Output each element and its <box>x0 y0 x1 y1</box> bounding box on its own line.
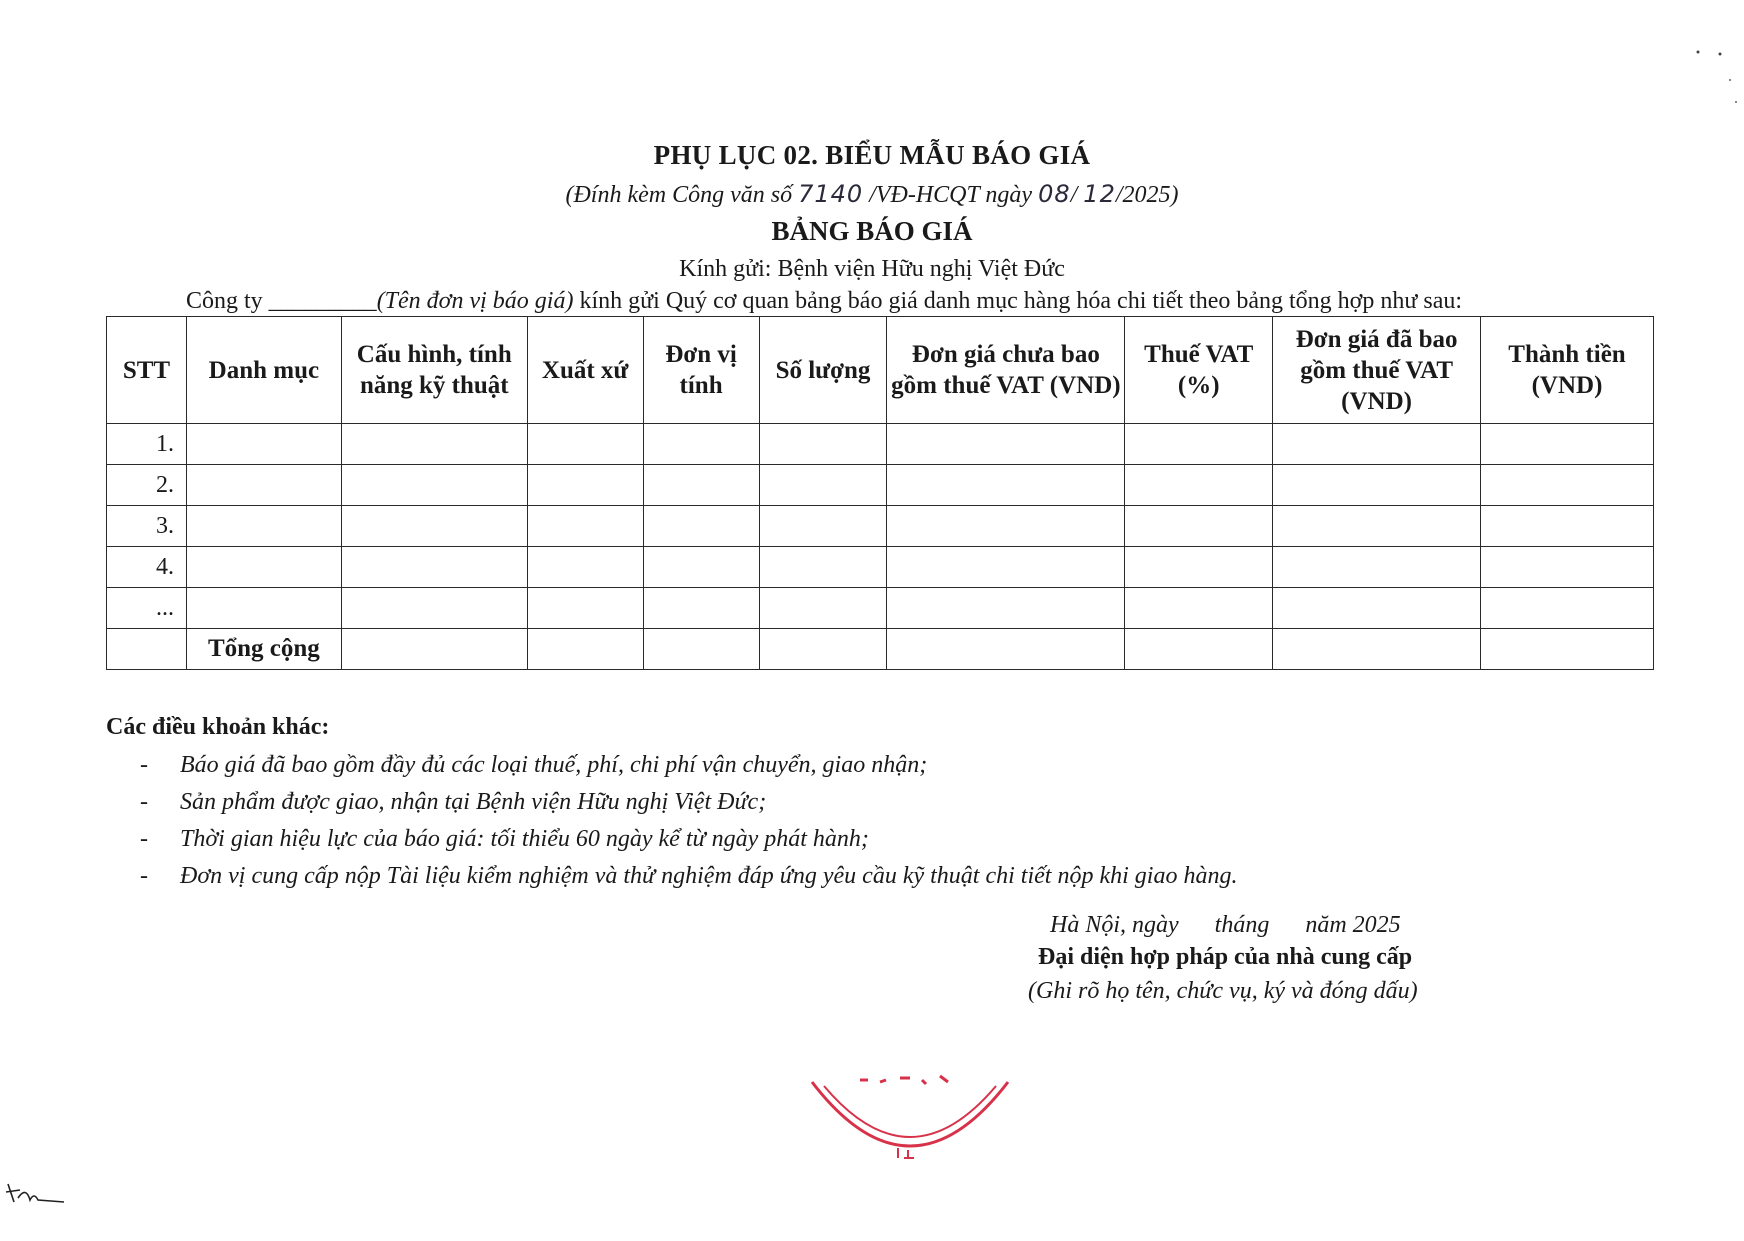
table-header-row <box>107 317 1654 424</box>
cell <box>527 629 643 670</box>
header-quantity: Số lượng <box>759 317 887 424</box>
row-stt: 3. <box>107 506 187 547</box>
attachment-suffix: /2025) <box>1115 182 1179 208</box>
signature-note: (Ghi rõ họ tên, chức vụ, ký và đóng dấu) <box>1028 978 1418 1004</box>
cell <box>887 629 1125 670</box>
term-text: Đơn vị cung cấp nộp Tài liệu kiểm nghiệm và thử nghiệm đáp ứng yêu cầu kỹ thuật chi tiết nộp khi giao hàng. <box>180 863 1238 889</box>
intro-prefix: Công ty _________ <box>186 288 377 314</box>
intro-italic: (Tên đơn vị báo giá) <box>376 288 574 314</box>
date-separator: / <box>1070 182 1084 208</box>
cell <box>759 506 887 547</box>
header-price-incl-vat: Đơn giá đã bao gồm thuế VAT (VND) <box>1273 317 1481 424</box>
list-item <box>140 752 1237 789</box>
term-text: Báo giá đã bao gồm đầy đủ các loại thuế, phí, chi phí vận chuyển, giao nhận; <box>180 752 928 778</box>
header-unit: Đơn vị tính <box>643 317 759 424</box>
cell <box>1481 588 1654 629</box>
date-line: Hà Nội, ngày tháng năm 2025 <box>1050 912 1401 938</box>
list-item <box>140 789 1237 826</box>
cell <box>527 424 643 465</box>
initials-signature-icon <box>4 1178 68 1210</box>
row-stt: 4. <box>107 547 187 588</box>
header-price-excl-vat: Đơn giá chưa bao gồm thuế VAT (VND) <box>887 317 1125 424</box>
cell <box>341 465 527 506</box>
handwritten-month: 12 <box>1083 180 1116 208</box>
header-vat: Thuế VAT (%) <box>1125 317 1273 424</box>
recipient-line: Kính gửi: Bệnh viện Hữu nghị Việt Đức <box>679 256 1065 282</box>
cell <box>1125 547 1273 588</box>
cell <box>341 547 527 588</box>
table-row <box>107 424 1654 465</box>
handwritten-day: 08 <box>1038 180 1071 208</box>
cell <box>186 424 341 465</box>
cell <box>341 424 527 465</box>
list-dash: - <box>140 789 148 815</box>
cell <box>759 465 887 506</box>
cell <box>1273 588 1481 629</box>
attachment-prefix: (Đính kèm Công văn số <box>565 182 799 208</box>
cell <box>1481 424 1654 465</box>
cell <box>759 588 887 629</box>
list-dash: - <box>140 826 148 852</box>
cell <box>759 547 887 588</box>
cell <box>887 588 1125 629</box>
cell <box>1481 547 1654 588</box>
table-total-row <box>107 629 1654 670</box>
cell <box>887 506 1125 547</box>
cell <box>186 465 341 506</box>
cell <box>527 465 643 506</box>
quote-heading: BẢNG BÁO GIÁ <box>771 216 973 246</box>
header-stt: STT <box>107 317 187 424</box>
cell <box>186 547 341 588</box>
red-seal-stamp-icon <box>800 1060 1020 1160</box>
cell <box>341 506 527 547</box>
cell <box>186 588 341 629</box>
attachment-reference <box>0 180 1744 209</box>
header-category: Danh mục <box>186 317 341 424</box>
terms-list <box>140 752 1237 900</box>
cell <box>887 465 1125 506</box>
cell <box>759 629 887 670</box>
cell <box>527 588 643 629</box>
table-row <box>107 465 1654 506</box>
handwritten-doc-number: 7140 <box>798 180 864 208</box>
cell <box>1125 506 1273 547</box>
cell <box>1273 465 1481 506</box>
row-stt: 1. <box>107 424 187 465</box>
cell <box>1125 465 1273 506</box>
cell <box>1125 424 1273 465</box>
term-text: Sản phẩm được giao, nhận tại Bệnh viện Hữu nghị Việt Đức; <box>180 789 767 815</box>
table-row <box>107 588 1654 629</box>
cell <box>1481 506 1654 547</box>
cell <box>1125 629 1273 670</box>
header-origin: Xuất xứ <box>527 317 643 424</box>
cell <box>643 424 759 465</box>
cell <box>643 629 759 670</box>
cell <box>643 588 759 629</box>
cell <box>186 506 341 547</box>
intro-suffix: kính gửi Quý cơ quan bảng báo giá danh mục hàng hóa chi tiết theo bảng tổng hợp như sau: <box>573 288 1463 314</box>
document-title: PHỤ LỤC 02. BIỂU MẪU BÁO GIÁ <box>653 140 1091 170</box>
cell <box>1273 506 1481 547</box>
table-row <box>107 506 1654 547</box>
cell <box>1481 465 1654 506</box>
cell <box>107 629 187 670</box>
list-dash: - <box>140 752 148 778</box>
cell <box>1273 629 1481 670</box>
terms-title: Các điều khoản khác: <box>106 714 330 740</box>
quote-table <box>106 316 1654 670</box>
cell <box>341 629 527 670</box>
signature-title: Đại diện hợp pháp của nhà cung cấp <box>1038 944 1413 970</box>
cell <box>887 424 1125 465</box>
scan-specks <box>1690 40 1740 110</box>
cell <box>759 424 887 465</box>
list-dash: - <box>140 863 148 889</box>
list-item <box>140 863 1237 900</box>
cell <box>887 547 1125 588</box>
term-text: Thời gian hiệu lực của báo giá: tối thiểu 60 ngày kể từ ngày phát hành; <box>180 826 869 852</box>
cell <box>1273 424 1481 465</box>
cell <box>527 547 643 588</box>
row-stt: 2. <box>107 465 187 506</box>
header-total: Thành tiền (VND) <box>1481 317 1654 424</box>
intro-line <box>186 288 1462 315</box>
total-label: Tổng cộng <box>186 629 341 670</box>
cell <box>341 588 527 629</box>
cell <box>643 547 759 588</box>
attachment-mid: /VĐ-HCQT ngày <box>863 182 1039 208</box>
cell <box>1273 547 1481 588</box>
table-row <box>107 547 1654 588</box>
cell <box>1481 629 1654 670</box>
cell <box>527 506 643 547</box>
cell <box>643 506 759 547</box>
row-stt: ... <box>107 588 187 629</box>
cell <box>643 465 759 506</box>
cell <box>1125 588 1273 629</box>
header-config: Cấu hình, tính năng kỹ thuật <box>341 317 527 424</box>
list-item <box>140 826 1237 863</box>
